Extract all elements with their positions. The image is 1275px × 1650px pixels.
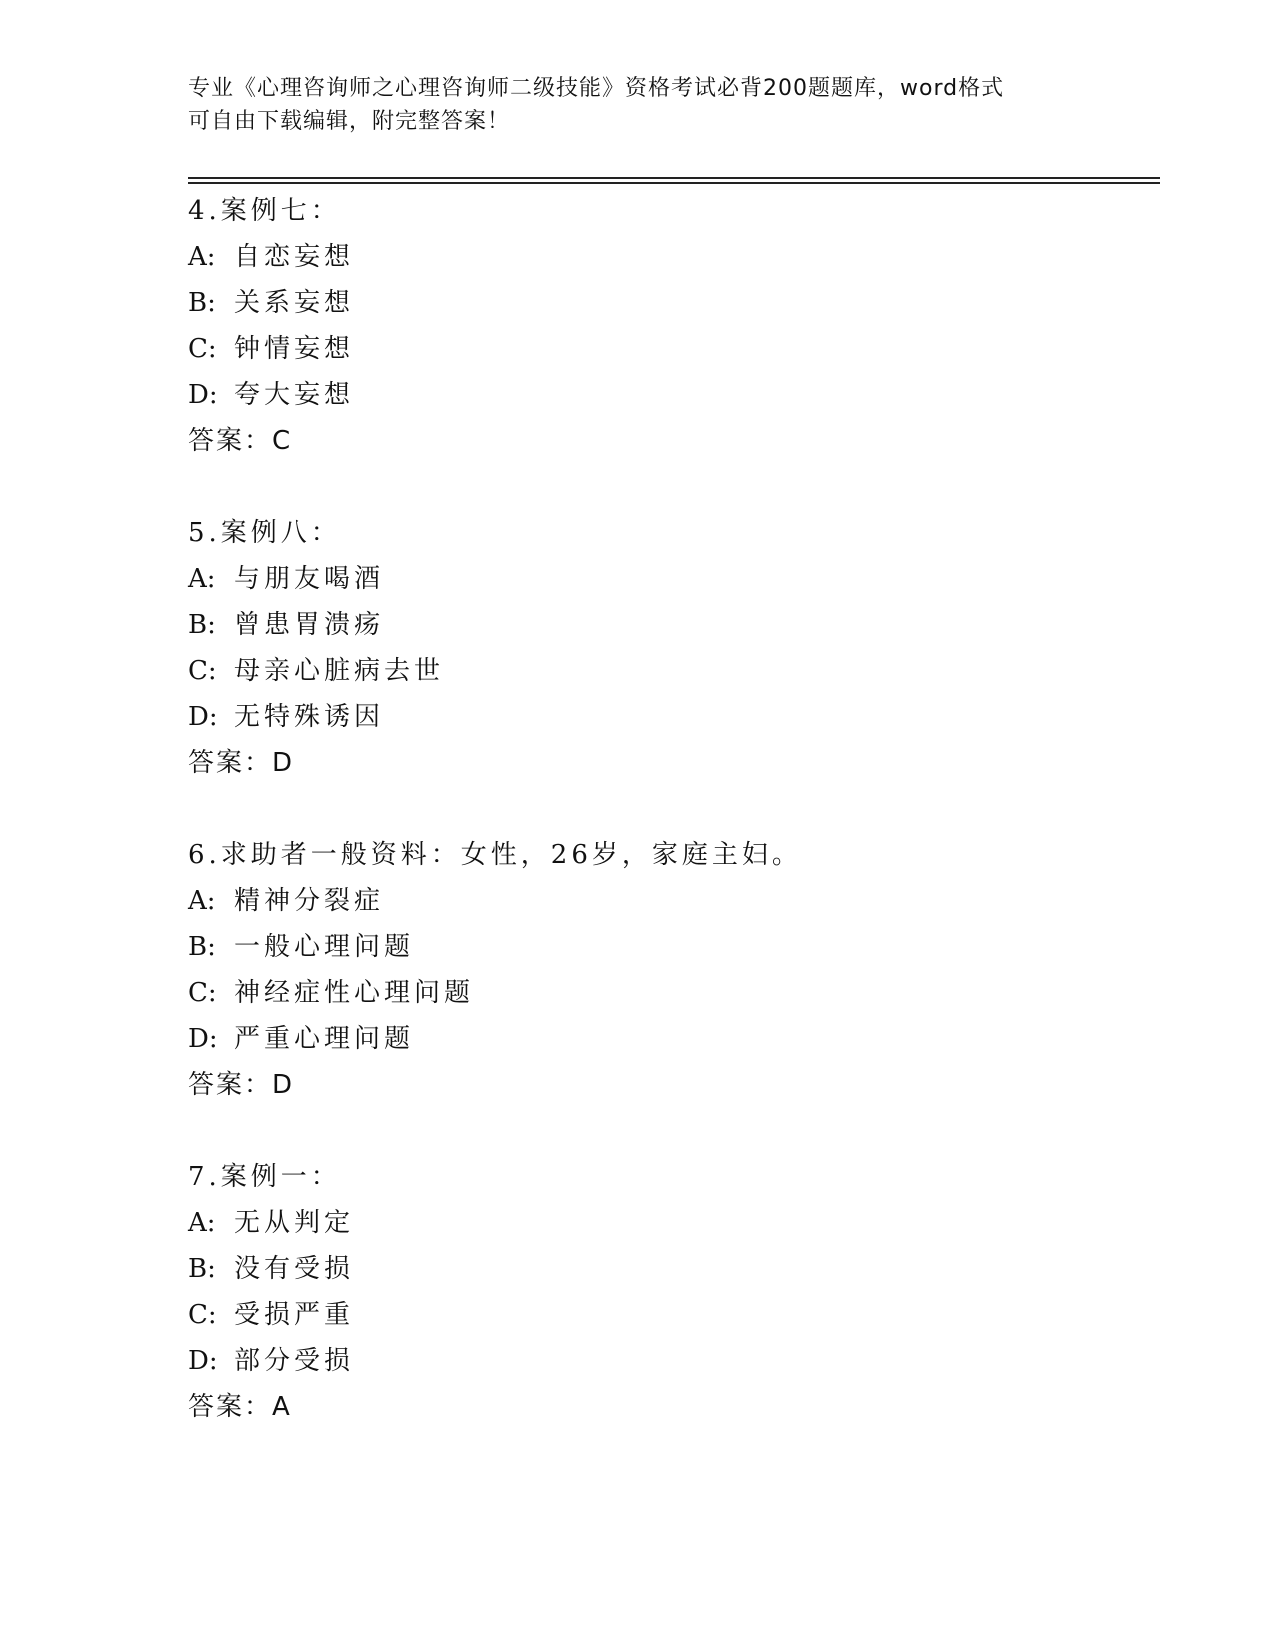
option-letter: D: <box>188 1346 218 1376</box>
answer-line <box>188 1062 1160 1108</box>
answer-line <box>188 418 1160 464</box>
option-letter: B: <box>188 1254 216 1284</box>
question-stem: 4.案例七： <box>188 196 341 226</box>
option-b <box>188 924 1160 970</box>
option-c <box>188 970 1160 1016</box>
option-text: 一般心理问题 <box>234 932 415 962</box>
question-stem: 7.案例一： <box>188 1162 341 1192</box>
option-letter: B: <box>188 932 216 962</box>
document-header <box>188 72 1088 138</box>
option-text: 受损严重 <box>234 1300 355 1330</box>
option-letter: D: <box>188 1024 218 1054</box>
option-text: 夸大妄想 <box>234 380 355 410</box>
answer-line <box>188 740 1160 786</box>
answer-value: D <box>272 1070 295 1100</box>
option-b <box>188 280 1160 326</box>
option-text: 钟情妄想 <box>234 334 355 364</box>
option-c <box>188 326 1160 372</box>
option-c <box>188 648 1160 694</box>
option-letter: C: <box>188 656 217 686</box>
answer-value: D <box>272 748 295 778</box>
option-letter: B: <box>188 288 216 318</box>
option-letter: C: <box>188 978 217 1008</box>
option-letter: B: <box>188 610 216 640</box>
question-item <box>188 1154 1160 1430</box>
option-a <box>188 234 1160 280</box>
answer-value: C <box>272 426 293 456</box>
option-text: 与朋友喝酒 <box>234 564 385 594</box>
option-letter: D: <box>188 380 218 410</box>
option-text: 母亲心脏病去世 <box>234 656 445 686</box>
option-letter: A: <box>188 886 216 916</box>
answer-label: 答案： <box>188 426 273 456</box>
question-list <box>188 188 1160 1476</box>
header-divider-top <box>188 177 1160 179</box>
question-item <box>188 832 1160 1108</box>
option-letter: A: <box>188 1208 216 1238</box>
option-a <box>188 556 1160 602</box>
answer-line <box>188 1384 1160 1430</box>
option-text: 无从判定 <box>234 1208 355 1238</box>
header-divider-bottom <box>188 182 1160 184</box>
option-text: 严重心理问题 <box>234 1024 415 1054</box>
option-text: 没有受损 <box>234 1254 355 1284</box>
option-letter: C: <box>188 334 217 364</box>
header-title-line-2: 可自由下载编辑，附完整答案！ <box>188 109 511 134</box>
answer-value: A <box>272 1392 292 1422</box>
answer-label: 答案： <box>188 1392 273 1422</box>
option-d <box>188 1016 1160 1062</box>
option-d <box>188 694 1160 740</box>
question-item <box>188 188 1160 464</box>
option-letter: A: <box>188 564 216 594</box>
option-c <box>188 1292 1160 1338</box>
option-a <box>188 878 1160 924</box>
option-text: 关系妄想 <box>234 288 355 318</box>
question-item <box>188 510 1160 786</box>
option-b <box>188 602 1160 648</box>
option-d <box>188 1338 1160 1384</box>
question-stem: 6.求助者一般资料：女性，26岁，家庭主妇。 <box>188 840 802 870</box>
option-text: 自恋妄想 <box>234 242 355 272</box>
option-d <box>188 372 1160 418</box>
option-text: 精神分裂症 <box>234 886 385 916</box>
option-b <box>188 1246 1160 1292</box>
option-a <box>188 1200 1160 1246</box>
option-text: 神经症性心理问题 <box>234 978 475 1008</box>
option-letter: C: <box>188 1300 217 1330</box>
option-text: 无特殊诱因 <box>234 702 385 732</box>
answer-label: 答案： <box>188 1070 273 1100</box>
answer-label: 答案： <box>188 748 273 778</box>
option-text: 部分受损 <box>234 1346 355 1376</box>
option-letter: D: <box>188 702 218 732</box>
option-text: 曾患胃溃疡 <box>234 610 385 640</box>
header-title-line-1: 专业《心理咨询师之心理咨询师二级技能》资格考试必背200题题库，word格式 <box>188 76 1005 101</box>
option-letter: A: <box>188 242 216 272</box>
question-stem: 5.案例八： <box>188 518 341 548</box>
